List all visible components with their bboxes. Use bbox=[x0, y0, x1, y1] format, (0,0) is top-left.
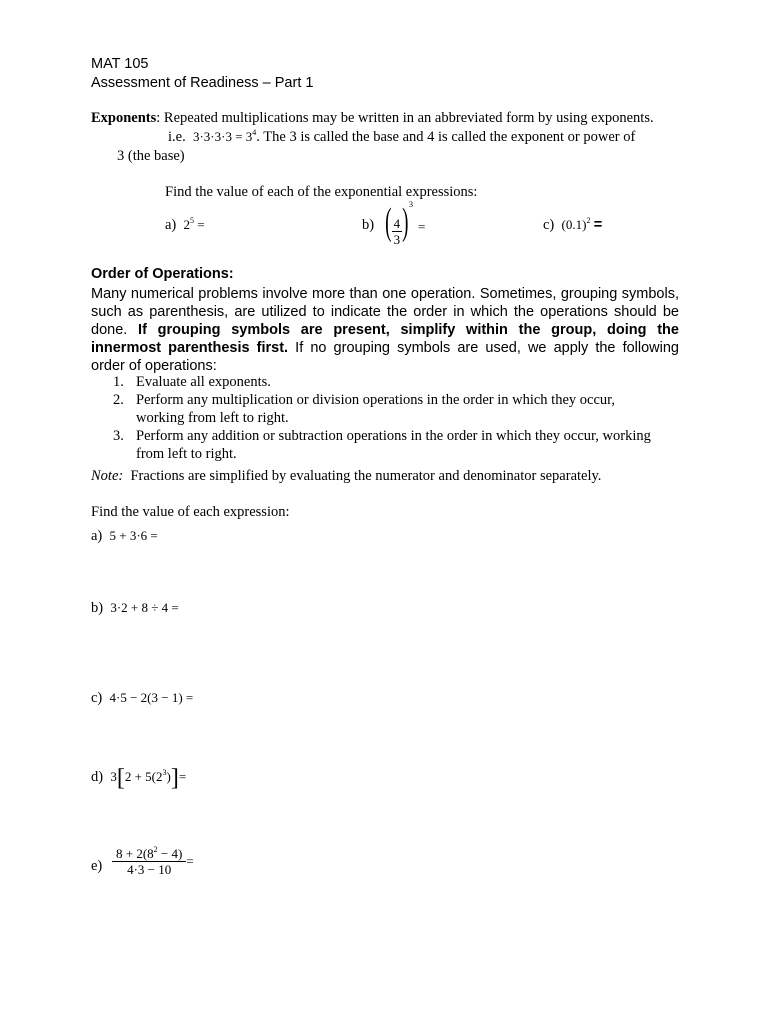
exponents-intro-text: : Repeated multiplications may be written in an abbreviated form by using exponents. bbox=[156, 110, 654, 126]
note-text: Fractions are simplified by evaluating the numerator and denominator separately. bbox=[130, 468, 602, 484]
exp-c-base: (0.1) bbox=[561, 217, 587, 232]
problem-e-num-b: − 4) bbox=[157, 846, 183, 861]
problem-d-expr bbox=[110, 765, 187, 791]
ie-continuation: 3 (the base) bbox=[117, 148, 185, 164]
problem-c-expr: 4·5 − 2(3 − 1) = bbox=[109, 690, 194, 705]
left-bracket: [ bbox=[116, 765, 125, 791]
step-3-text-cont: from left to right. bbox=[136, 446, 237, 462]
problem-b bbox=[91, 600, 179, 617]
exp-problem-a bbox=[165, 217, 205, 234]
exp-c-equals: = bbox=[593, 217, 603, 233]
step-2-text-cont: working from left to right. bbox=[136, 410, 289, 426]
problem-e-numerator bbox=[112, 846, 186, 862]
problem-e-equals: = bbox=[186, 853, 194, 869]
ie-expr-exponent: 4 bbox=[252, 128, 257, 137]
exp-b-fraction bbox=[392, 216, 403, 247]
exponents-instruction: Find the value of each of the exponential expressions: bbox=[165, 184, 478, 200]
ie-text: . The 3 is called the base and 4 is called the exponent or power of bbox=[256, 129, 636, 145]
right-bracket: ] bbox=[170, 765, 179, 791]
exp-a-base: 2 bbox=[183, 217, 191, 232]
exp-a-expr bbox=[184, 217, 205, 232]
exp-a-equals: = bbox=[197, 217, 205, 232]
exp-a-label: a) bbox=[165, 217, 177, 233]
order-heading: Order of Operations: bbox=[91, 266, 234, 282]
problem-b-expr: 3·2 + 8 ÷ 4 = bbox=[110, 600, 179, 615]
step-1-num: 1. bbox=[113, 374, 124, 390]
exp-c-label: c) bbox=[543, 217, 555, 233]
exp-b-label: b) bbox=[362, 217, 375, 233]
problem-b-label: b) bbox=[91, 600, 104, 616]
problem-a bbox=[91, 528, 158, 545]
exp-a-exponent: 5 bbox=[190, 216, 195, 225]
order-p1-tail: If no grouping symbols are used, we apply the following order of operations: bbox=[91, 340, 679, 374]
step-3-num: 3. bbox=[113, 428, 124, 444]
order-p1-bold: If grouping symbols are present, simplify within the group, doing the innermost parenthesis first. bbox=[91, 322, 679, 356]
ie-expression bbox=[193, 129, 256, 144]
page-title: Assessment of Readiness – Part 1 bbox=[91, 75, 314, 91]
problem-e-expr bbox=[112, 846, 194, 877]
left-paren: ( bbox=[385, 201, 392, 243]
exp-c-expr bbox=[562, 217, 603, 232]
problem-d-equals: = bbox=[178, 769, 187, 784]
order-paragraph bbox=[91, 285, 679, 375]
step-1-text: Evaluate all exponents. bbox=[136, 374, 271, 390]
exp-b-exponent: 3 bbox=[409, 200, 413, 209]
problem-c-label: c) bbox=[91, 690, 103, 706]
problem-d-close: ) bbox=[166, 769, 171, 784]
ie-expr-base: 3·3·3·3 = 3 bbox=[192, 129, 253, 144]
step-2-num: 2. bbox=[113, 392, 124, 408]
problem-d-inner: 2 + 5(2 bbox=[124, 769, 163, 784]
problem-a-expr: 5 + 3·6 = bbox=[109, 528, 158, 543]
exponents-example bbox=[168, 129, 635, 146]
exp-b-denominator: 3 bbox=[393, 231, 401, 247]
problem-e-denominator: 4·3 − 10 bbox=[127, 862, 172, 877]
exp-b-numerator: 4 bbox=[393, 215, 401, 231]
step-2-text: Perform any multiplication or division operations in the order in which they occur, bbox=[136, 392, 616, 408]
problems-instruction: Find the value of each expression: bbox=[91, 504, 290, 520]
problem-d bbox=[91, 766, 186, 790]
exp-problem-c bbox=[543, 217, 602, 234]
problem-e-fraction bbox=[112, 846, 186, 877]
problem-d-coef: 3 bbox=[110, 769, 117, 784]
problem-a-label: a) bbox=[91, 528, 103, 544]
exponents-heading: Exponents bbox=[91, 110, 157, 126]
exp-problem-b bbox=[382, 203, 412, 247]
step-3-text: Perform any addition or subtraction operations in the order in which they occur, working bbox=[136, 428, 651, 444]
problem-e-num-a: 8 + 2(8 bbox=[116, 846, 154, 861]
ie-prefix: i.e. bbox=[168, 129, 186, 145]
problem-d-exponent: 3 bbox=[162, 768, 167, 777]
exponents-intro bbox=[91, 110, 654, 127]
problem-c bbox=[91, 690, 193, 707]
right-paren: ) bbox=[402, 201, 409, 243]
order-p1: Many numerical problems involve more than one operation. Sometimes, grouping symbols, such as parenthesis, are utilized to indicate the order in which the operations should be done. bbox=[91, 286, 679, 338]
problem-e-label: e) bbox=[91, 858, 103, 874]
problem-d-label: d) bbox=[91, 769, 104, 785]
note-label: Note: bbox=[91, 468, 124, 484]
exp-b-equals: = bbox=[418, 219, 426, 234]
course-code: MAT 105 bbox=[91, 56, 149, 72]
note bbox=[91, 468, 601, 485]
problem-e-num-exponent: 2 bbox=[153, 845, 158, 854]
exp-c-exponent: 2 bbox=[586, 216, 591, 225]
